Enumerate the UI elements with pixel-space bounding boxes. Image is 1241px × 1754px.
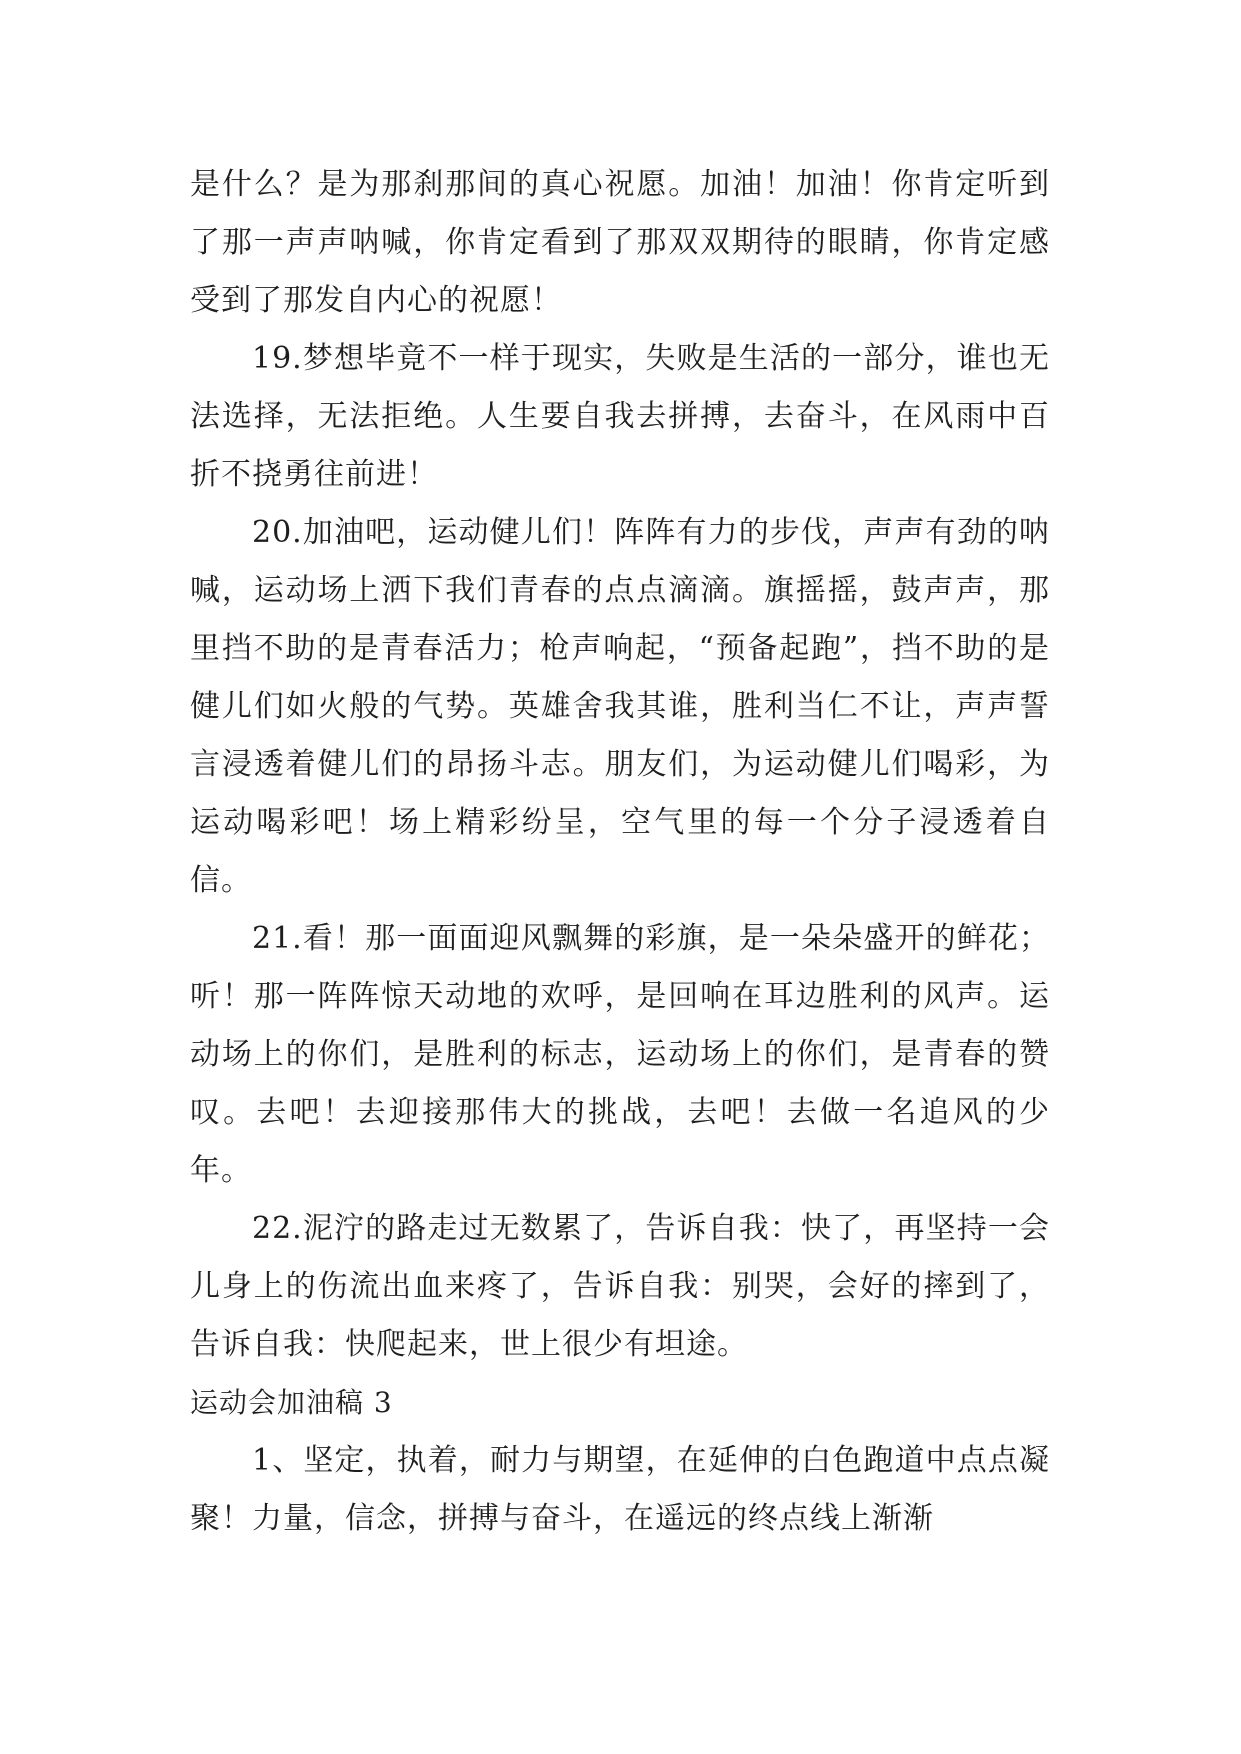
section-heading: 运动会加油稿 3 [190,1386,393,1419]
paragraph-item-22: 22.泥泞的路走过无数累了，告诉自我：快了，再坚持一会儿身上的伤流出血来疼了，告诉自我：别哭，会好的摔到了，告诉自我：快爬起来，世上很少有坦途。 [190,1211,1050,1362]
paragraph-item-20: 20.加油吧，运动健儿们！阵阵有力的步伐，声声有劲的呐喊，运动场上洒下我们青春的点点滴滴。旗摇摇，鼓声声，那里挡不助的是青春活力；枪声响起，“预备起跑”，挡不助的是健儿们如火般的气势。英雄舍我其谁，胜利当仁不让，声声誓言浸透着健儿们的昂扬斗志。朋友们，为运动健儿们喝彩，为运动喝彩吧！场上精彩纷呈，空气里的每一个分子浸透着自信。 [190,515,1050,898]
paragraph-item-19: 19.梦想毕竟不一样于现实，失败是生活的一部分，谁也无法选择，无法拒绝。人生要自我去拼搏，去奋斗，在风雨中百折不挠勇往前进！ [190,341,1050,492]
paragraph-section3-item-1: 1、坚定，执着，耐力与期望，在延伸的白色跑道中点点凝聚！力量，信念，拼搏与奋斗，在遥远的终点线上渐渐 [190,1443,1050,1536]
paragraph-continued: 是什么？是为那刹那间的真心祝愿。加油！加油！你肯定听到了那一声声呐喊，你肯定看到了那双双期待的眼睛，你肯定感受到了那发自内心的祝愿！ [190,167,1050,318]
paragraph-item-21: 21.看！那一面面迎风飘舞的彩旗，是一朵朵盛开的鲜花；听！那一阵阵惊天动地的欢呼，是回响在耳边胜利的风声。运动场上的你们，是胜利的标志，运动场上的你们，是青春的赞叹。去吧！去迎接那伟大的挑战，去吧！去做一名追风的少年。 [190,921,1050,1188]
document-body [190,156,1050,1548]
